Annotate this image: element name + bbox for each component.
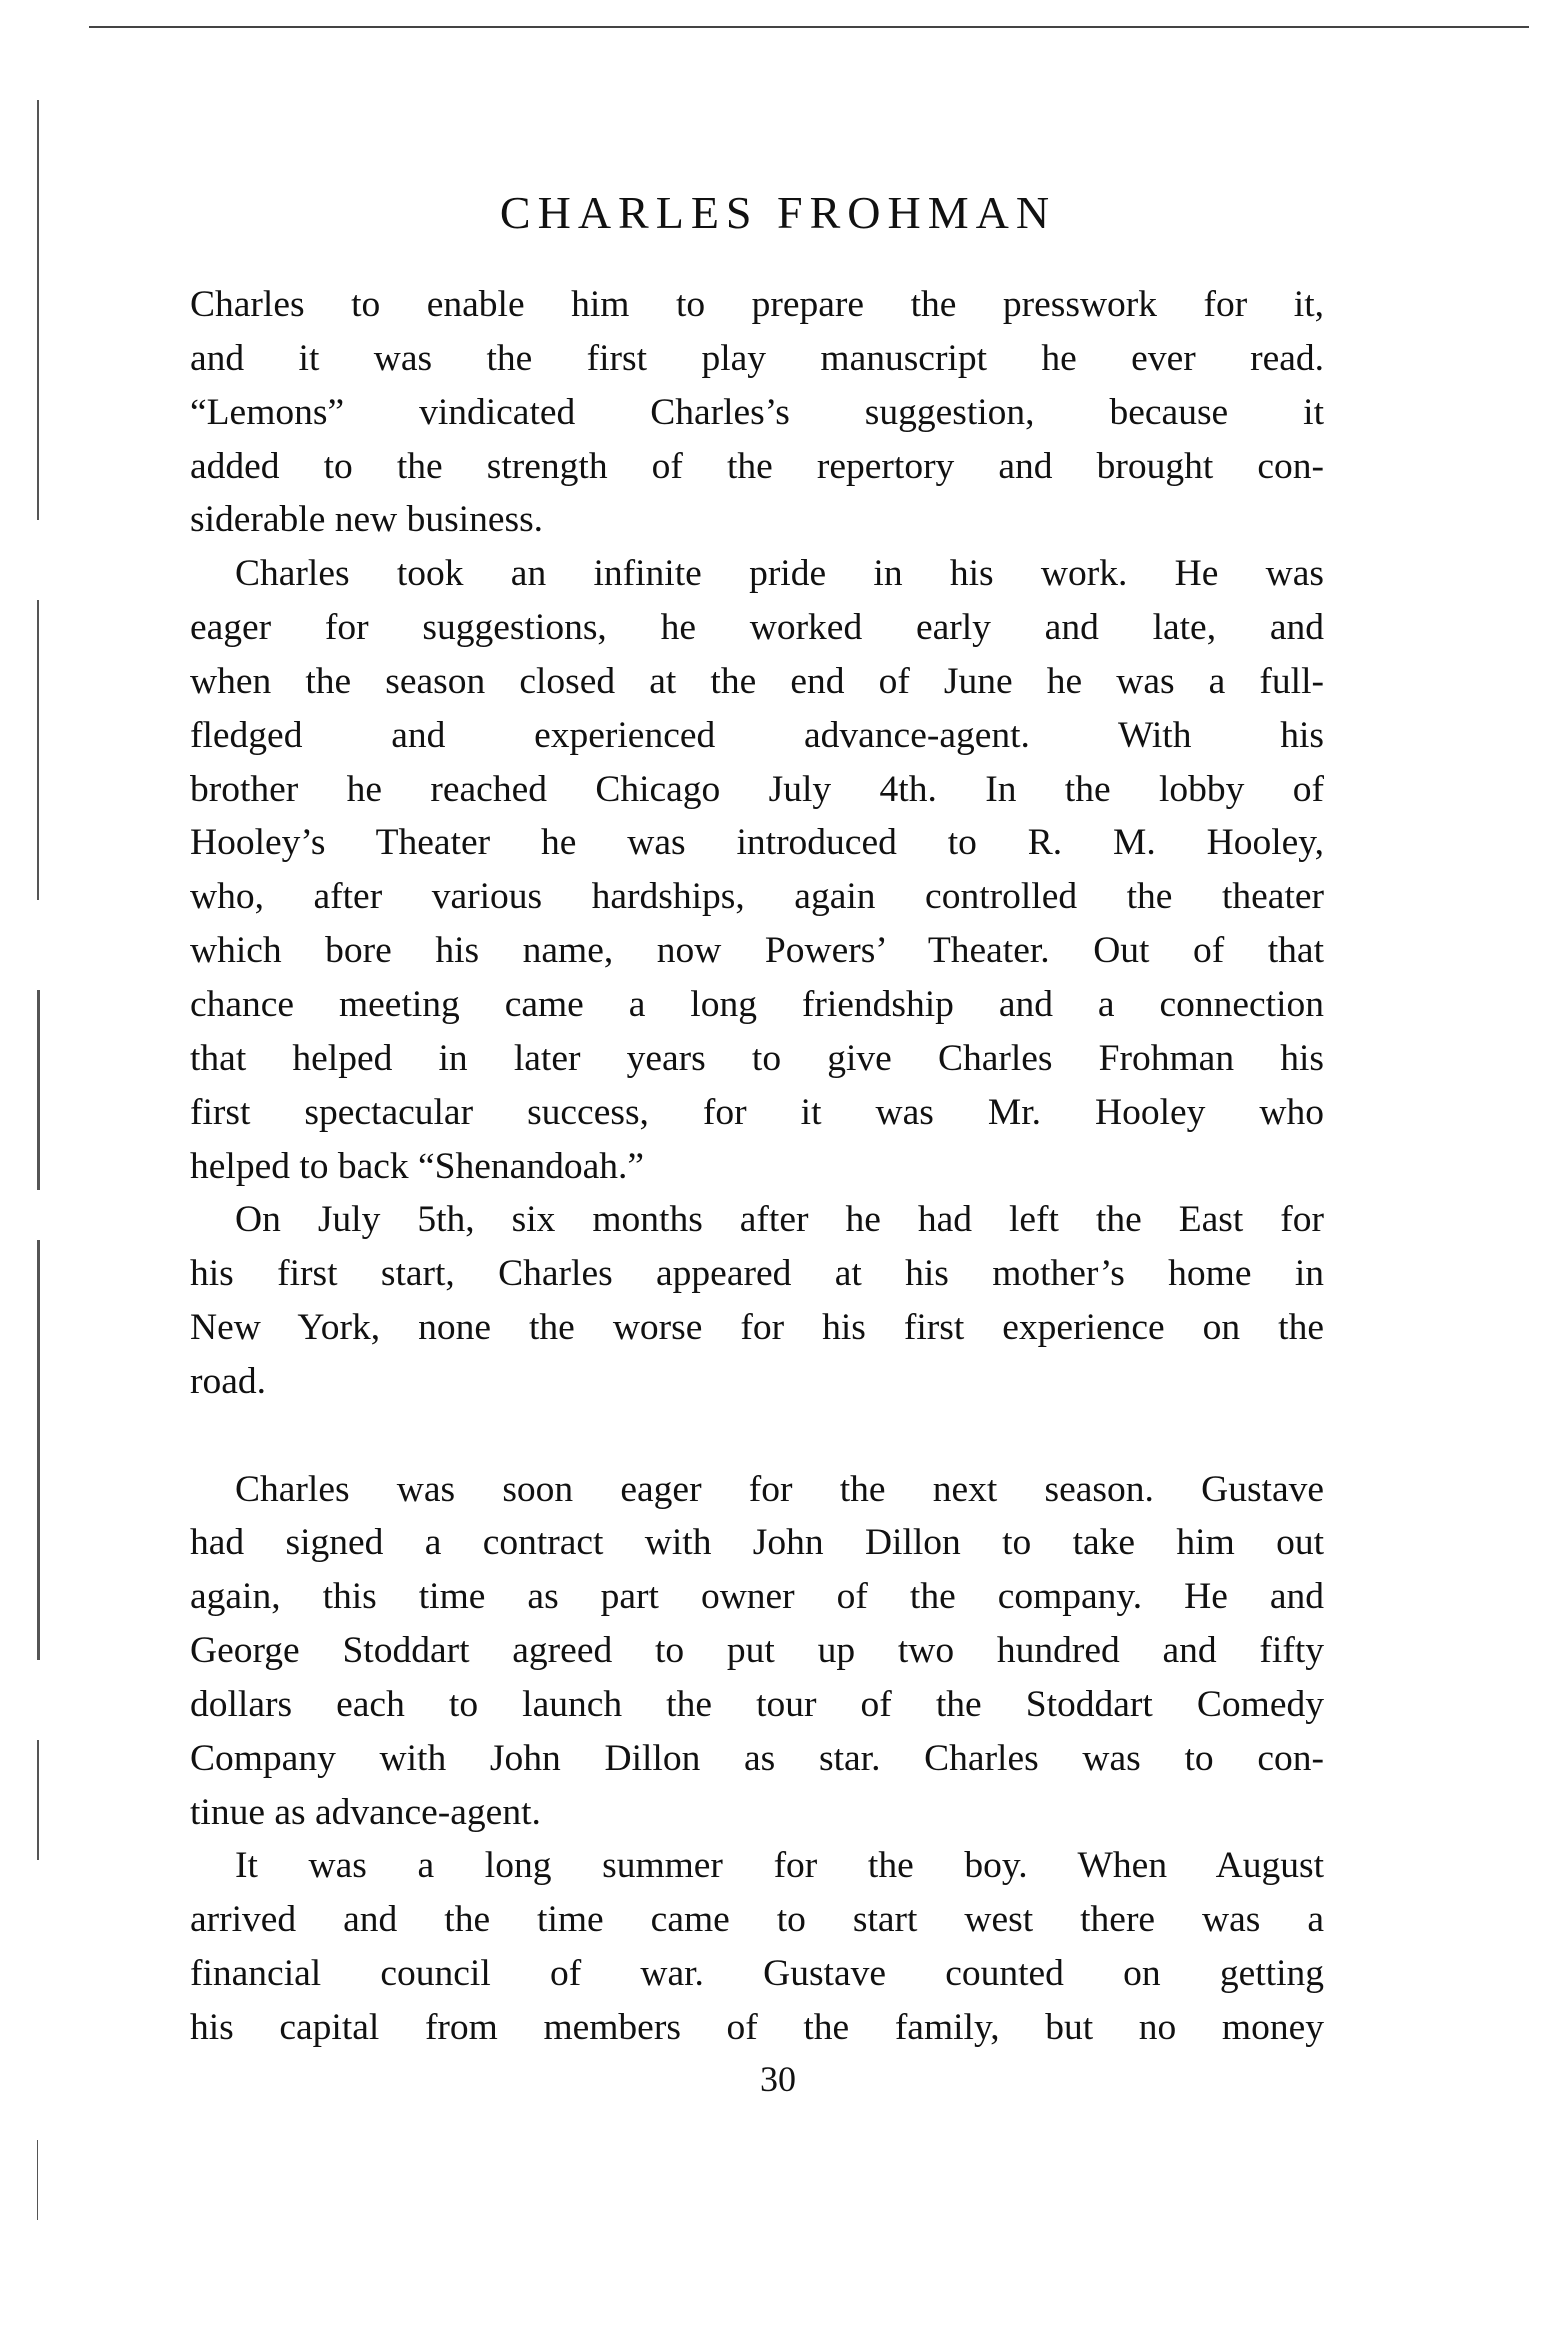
scan-edge-mark [37,1740,39,1860]
scan-edge-mark [37,2140,38,2220]
text-line: helped to back “Shenandoah.” [190,1145,644,1187]
text-line: Charles took an infinite pride in his work. He was [235,553,1324,595]
text-line: Charles to enable him to prepare the presswork for it, [190,284,1324,325]
paragraph [190,1839,1324,2054]
text-line: Charles was soon eager for the next season. Gustave [235,1468,1324,1510]
running-head: CHARLES FROHMAN [499,187,1057,238]
text-line: siderable new business. [190,499,544,541]
text-line: added to the strength of the repertory and brought con- [190,445,1324,487]
page-number: 30 [760,2059,796,2099]
text-line: arrived and the time came to start west there was a [190,1899,1324,1941]
text-line: road. [190,1360,267,1402]
page-body [190,278,1324,2055]
paragraph [190,1463,1324,1840]
text-line: first spectacular success, for it was Mr. Hooley who [190,1091,1324,1133]
text-line: brother he reached Chicago July 4th. In the lobby of [190,768,1324,810]
text-line: eager for suggestions, he worked early and late, and [190,607,1324,649]
text-line: who, after various hardships, again controlled the theater [190,876,1324,918]
text-line: fledged and experienced advance-agent. With his [190,714,1324,756]
text-line: New York, none the worse for his first experience on the [190,1307,1324,1349]
text-line: dollars each to launch the tour of the Stoddart Comedy [190,1683,1324,1725]
text-line: “Lemons” vindicated Charles’s suggestion, because it [190,391,1324,433]
paragraph [190,278,1324,547]
paragraph [190,1193,1324,1408]
text-line: George Stoddart agreed to put up two hundred and fifty [190,1630,1324,1672]
scan-edge-mark [37,1240,40,1660]
text-line: financial council of war. Gustave counted on getting [190,1953,1324,1995]
text-line: chance meeting came a long friendship and a connection [190,983,1324,1025]
text-line: tinue as advance-agent. [190,1791,541,1833]
text-line: On July 5th, six months after he had left the East for [235,1199,1324,1241]
section-break [190,1409,1324,1463]
scan-edge-mark [37,600,39,900]
text-line: and it was the first play manuscript he ever read. [190,337,1324,379]
scan-edge-mark [37,100,39,520]
scan-edge-mark [37,990,40,1190]
text-line: that helped in later years to give Charles Frohman his [190,1037,1324,1079]
text-line: again, this time as part owner of the company. He and [190,1576,1324,1618]
text-line: It was a long summer for the boy. When August [235,1845,1324,1887]
paragraph [190,547,1324,1193]
text-line: which bore his name, now Powers’ Theater. Out of that [190,930,1324,972]
text-line: his capital from members of the family, but no money [190,2007,1324,2048]
text-line: Hooley’s Theater he was introduced to R. M. Hooley, [190,822,1324,864]
text-line: Company with John Dillon as star. Charles was to con- [190,1737,1324,1779]
text-line: when the season closed at the end of June he was a full- [190,660,1324,702]
text-line: his first start, Charles appeared at his mother’s home in [190,1253,1324,1295]
text-line: had signed a contract with John Dillon to take him out [190,1522,1324,1564]
top-rule [89,26,1529,28]
